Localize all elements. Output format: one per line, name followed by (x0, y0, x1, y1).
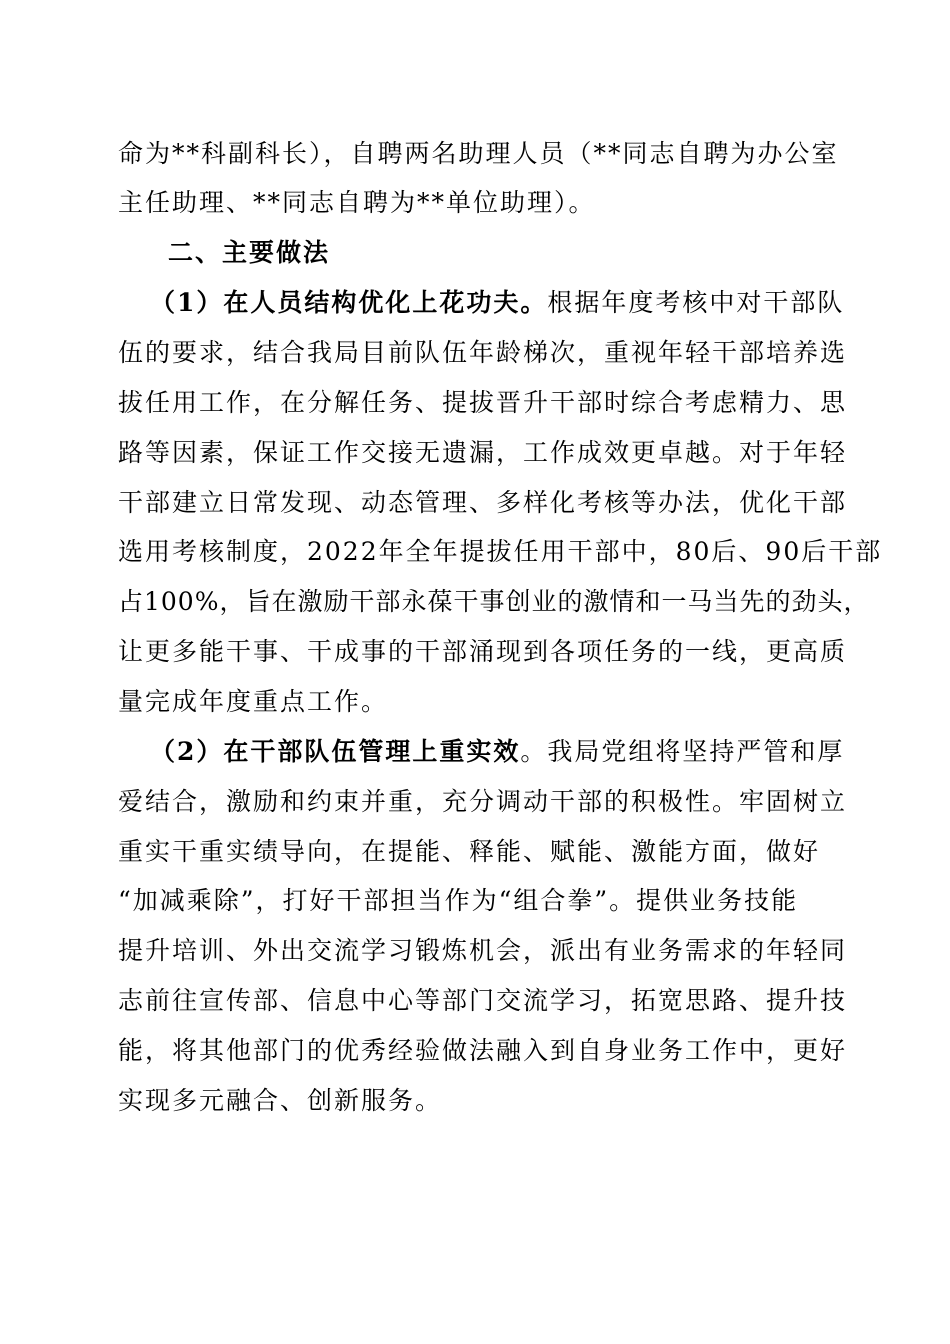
text-segment: 拔任用工作，在分解任务、提拔晋升干部时综合考虑精力、思 (118, 388, 848, 417)
text-segment: “加减乘除”，打好干部担当作为“组合拳”。提供业务技能 (118, 886, 799, 915)
body-line (118, 682, 838, 722)
section-heading (168, 233, 888, 273)
body-line (118, 981, 848, 1021)
subheading-text: （2）在干部队伍管理上重实效 (150, 737, 521, 766)
text-segment: 干部建立日常发现、动态管理、多样化考核等办法，优化干部 (118, 488, 848, 517)
body-line (118, 782, 848, 822)
body-line (118, 483, 848, 523)
text-segment: 实现多元融合、创新服务。 (118, 1086, 443, 1115)
subheading-text: （1）在人员结构优化上花功夫。 (150, 288, 548, 317)
paragraph-first-line (150, 283, 870, 323)
body-line (118, 632, 848, 672)
text-segment: 占100%，旨在激励干部永葆干事创业的激情和一马当先的劲头， (118, 587, 870, 616)
text-segment: 提升培训、外出交流学习锻炼机会，派出有业务需求的年轻同 (118, 936, 848, 965)
body-line (118, 931, 848, 971)
text-segment: 。我局党组将坚持严管和厚 (520, 737, 845, 766)
text-segment: 重实干重实绩导向，在提能、释能、赋能、激能方面，做好 (118, 837, 821, 866)
body-line (118, 582, 870, 622)
body-line (118, 134, 838, 174)
text-segment: 量完成年度重点工作。 (118, 687, 389, 716)
text-segment: 伍的要求，结合我局目前队伍年龄梯次，重视年轻干部培养选 (118, 338, 848, 367)
text-segment: 能，将其他部门的优秀经验做法融入到自身业务工作中，更好 (118, 1036, 848, 1065)
body-line (118, 532, 883, 572)
body-line (118, 383, 848, 423)
text-segment: 根据年度考核中对干部队 (547, 288, 845, 317)
body-line (118, 1081, 838, 1121)
body-line (118, 881, 838, 921)
paragraph-first-line (150, 732, 870, 772)
body-line (118, 183, 838, 223)
text-segment: 路等因素，保证工作交接无遗漏，工作成效更卓越。对于年轻 (118, 438, 848, 467)
text-segment: 爱结合，激励和约束并重，充分调动干部的积极性。牢固树立 (118, 787, 848, 816)
body-line (118, 832, 838, 872)
body-line (118, 333, 848, 373)
text-segment: 志前往宣传部、信息中心等部门交流学习，拓宽思路、提升技 (118, 986, 848, 1015)
text-segment: 选用考核制度，2022年全年提拔任用干部中，80后、90后干部 (118, 537, 883, 566)
body-line (118, 433, 848, 473)
text-segment: 命为**科副科长），自聘两名助理人员（**同志自聘为办公室 (118, 139, 839, 168)
body-line (118, 1031, 848, 1071)
heading-text: 二、主要做法 (168, 238, 331, 267)
text-segment: 主任助理、**同志自聘为**单位助理）。 (118, 188, 596, 217)
text-segment: 让更多能干事、干成事的干部涌现到各项任务的一线，更高质 (118, 637, 848, 666)
